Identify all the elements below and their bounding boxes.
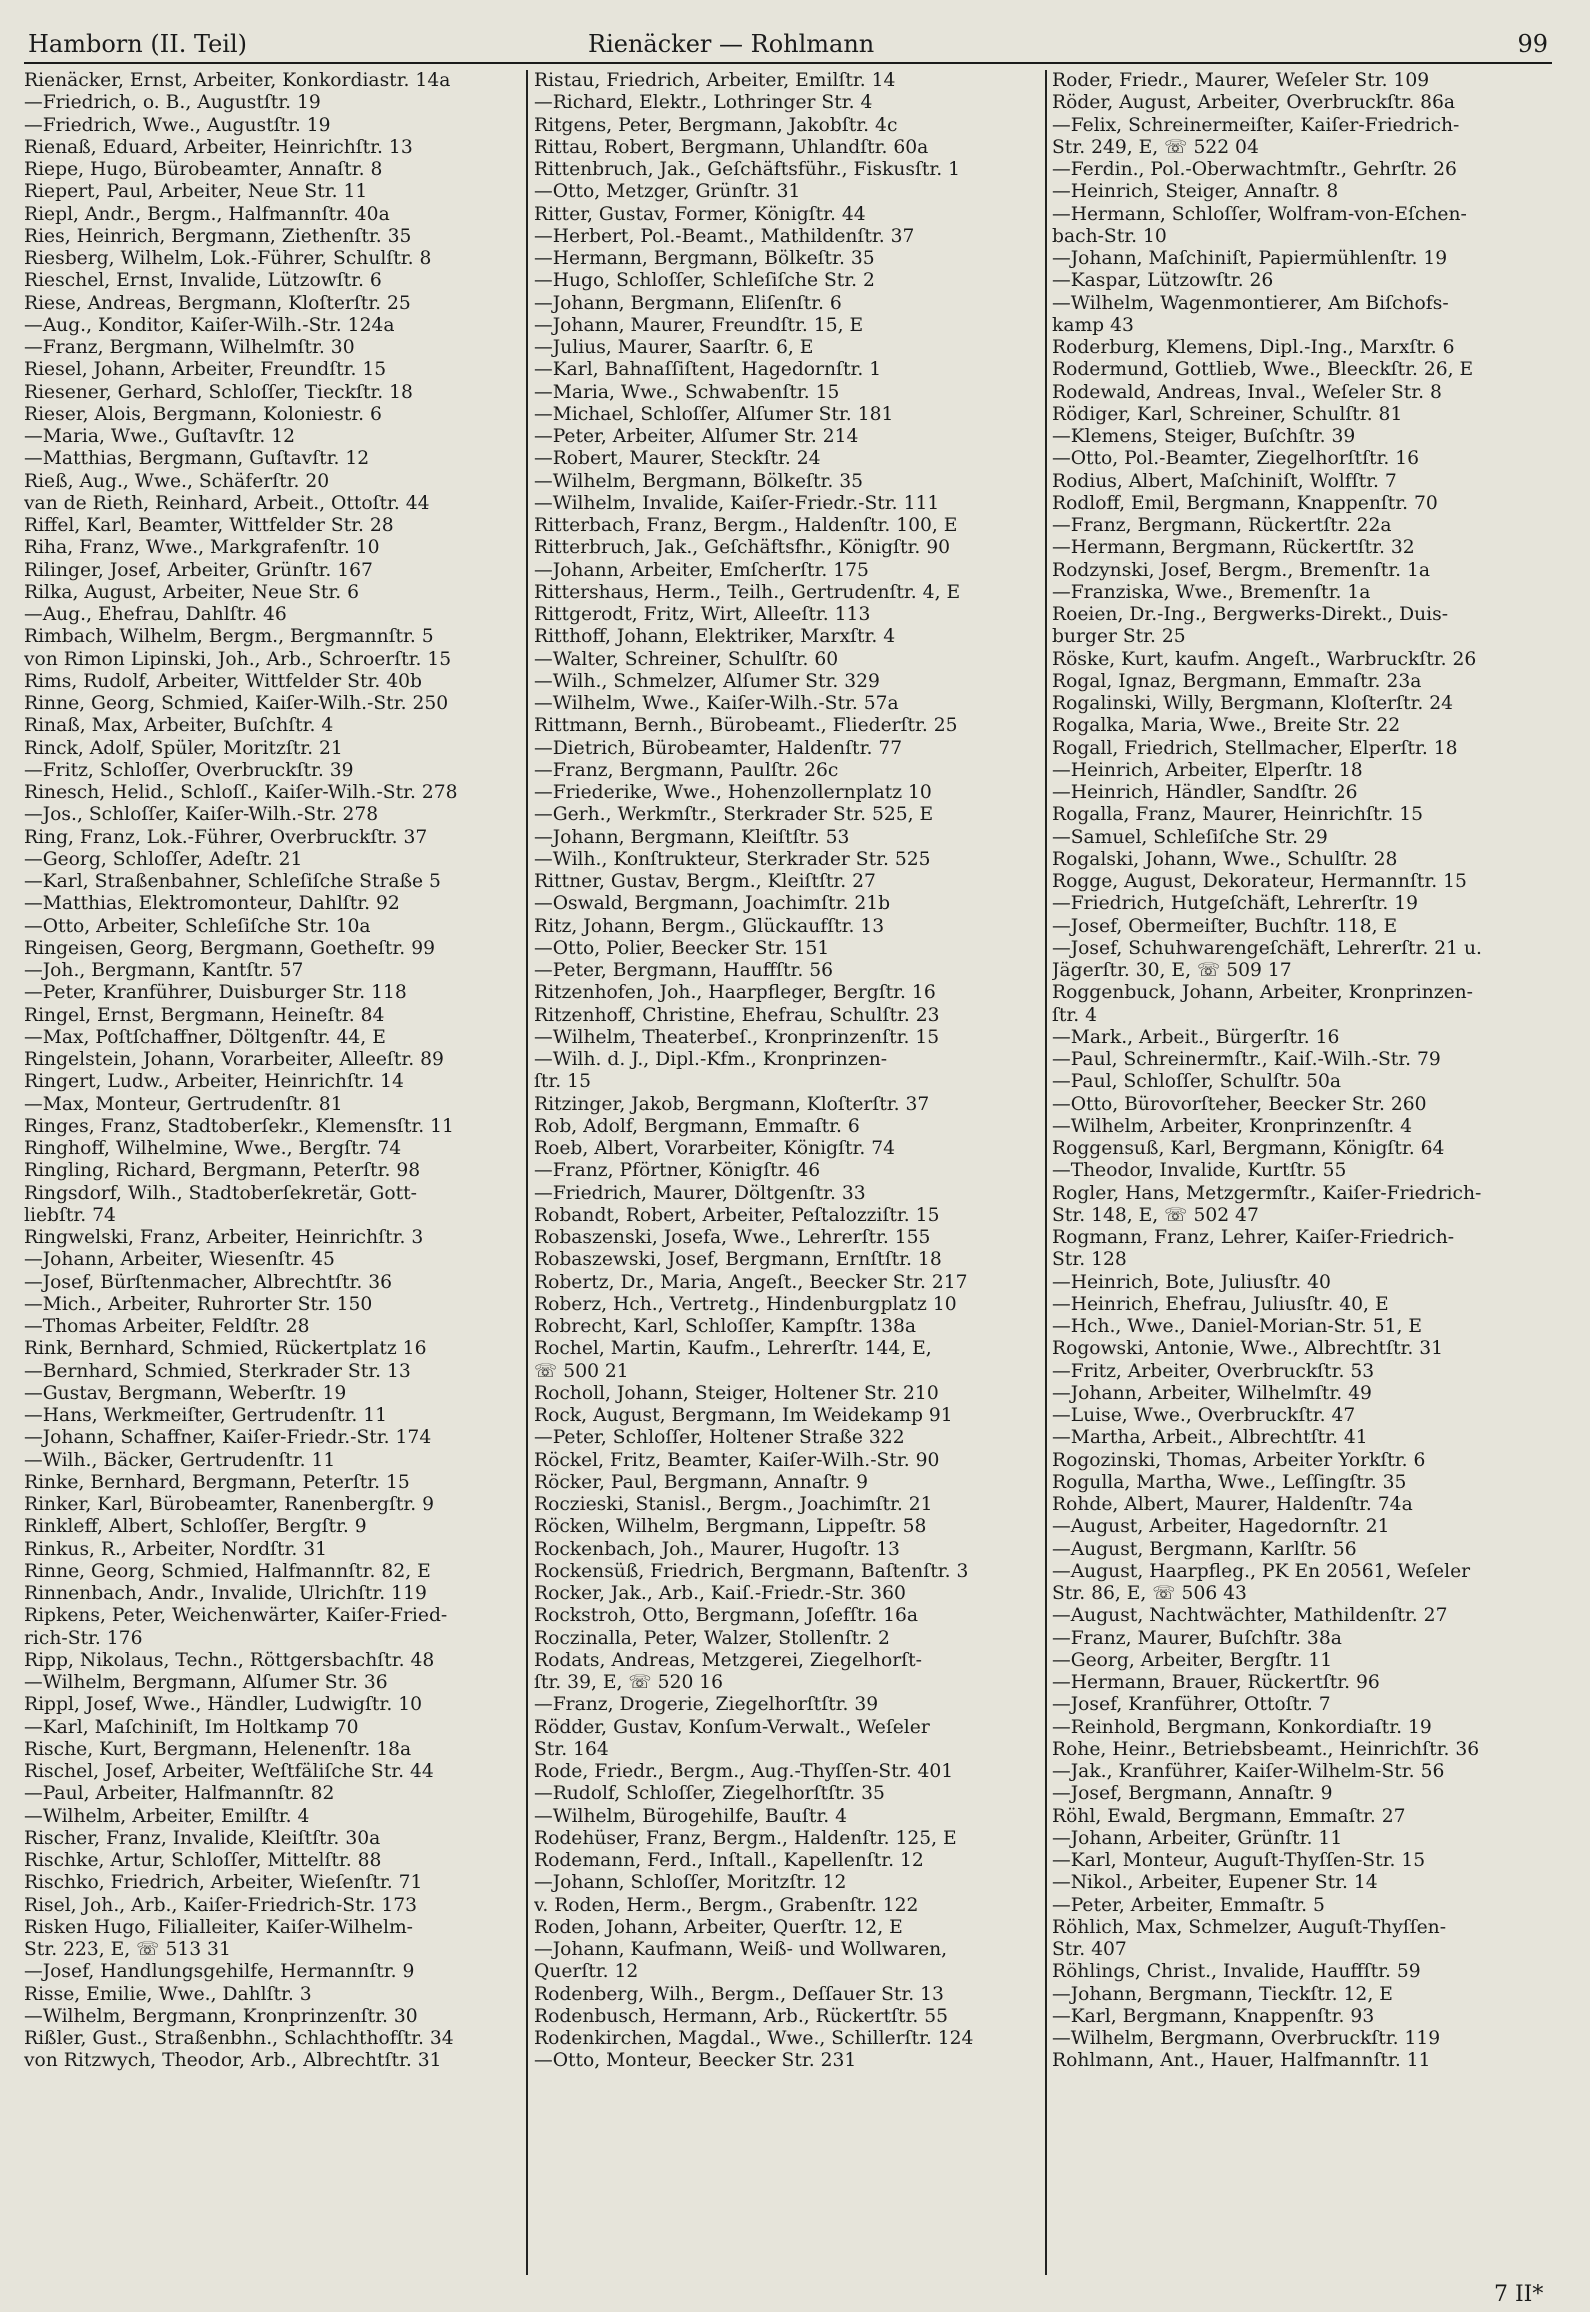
directory-entry: Rims, Rudolf, Arbeiter, Wittfelder Str. 40b: [24, 670, 422, 692]
directory-entry: Roberz, Hch., Vertretg., Hindenburgplatz 10: [534, 1293, 957, 1315]
directory-entry: von Rimon Lipinski, Joh., Arb., Schroerſtr. 15: [24, 648, 452, 670]
directory-entry: —Fritz, Arbeiter, Overbruckſtr. 53: [1052, 1360, 1375, 1382]
directory-entry: Rödder, Gustav, Konſum-Verwalt., Weſeler: [534, 1716, 930, 1738]
directory-entry: Ringes, Franz, Stadtoberſekr., Klemensſtr. 11: [24, 1115, 454, 1137]
directory-entry: Rienaß, Eduard, Arbeiter, Heinrichſtr. 13: [24, 136, 413, 158]
directory-entry: —Hermann, Schloſſer, Wolfram-von-Eſchen-: [1052, 203, 1467, 225]
directory-entry: Riffel, Karl, Beamter, Wittfelder Str. 28: [24, 515, 394, 536]
directory-entry: —Franz, Bergmann, Rückertſtr. 22a: [1052, 515, 1392, 536]
directory-entry: —Robert, Maurer, Steckſtr. 24: [534, 448, 821, 470]
directory-entry: Roden, Johann, Arbeiter, Querſtr. 12, E: [534, 1916, 903, 1938]
directory-entry: Riesberg, Wilhelm, Lok.-Führer, Schulſtr. 8: [24, 248, 432, 269]
directory-entry: Str. 223, E, ☏ 513 31: [24, 1939, 231, 1960]
directory-entry: Röckel, Fritz, Beamter, Kaiſer-Wilh.-Str. 90: [534, 1449, 940, 1471]
directory-entry: Risel, Joh., Arb., Kaiſer-Friedrich-Str. 173: [24, 1894, 418, 1916]
directory-entry: —Theodor, Invalide, Kurtſtr. 55: [1052, 1160, 1347, 1182]
directory-entry: von Ritzwych, Theodor, Arb., Albrechtſtr. 31: [24, 2050, 442, 2072]
directory-entry: Rogall, Friedrich, Stellmacher, Elperſtr. 18: [1052, 737, 1458, 759]
directory-entry: —Wilh. d. J., Dipl.-Kfm., Kronprinzen-: [534, 1049, 888, 1070]
directory-entry: Rockensüß, Friedrich, Bergmann, Baſtenſtr. 3: [534, 1560, 969, 1582]
directory-entry: Rieß, Aug., Wwe., Schäferſtr. 20: [24, 470, 330, 492]
directory-entry: —Mark., Arbeit., Bürgerſtr. 16: [1052, 1026, 1340, 1048]
directory-entry: Roggensuß, Karl, Bergmann, Königſtr. 64: [1052, 1138, 1445, 1159]
directory-entry: Rinesch, Helid., Schloſſ., Kaiſer-Wilh.-Str. 278: [24, 782, 458, 803]
directory-entry: Robrecht, Karl, Schloſſer, Kampſtr. 138a: [534, 1316, 917, 1337]
directory-entry: —Reinhold, Bergmann, Konkordiaſtr. 19: [1052, 1716, 1432, 1738]
column-3: [1052, 70, 1552, 2270]
directory-entry: —Hans, Werkmeiſter, Gertrudenſtr. 11: [24, 1405, 388, 1426]
directory-entry: —August, Nachtwächter, Mathildenſtr. 27: [1052, 1605, 1448, 1627]
directory-entry: —Otto, Metzger, Grünſtr. 31: [534, 181, 801, 203]
directory-entry: —Wilhelm, Arbeiter, Emilſtr. 4: [24, 1805, 310, 1827]
directory-entry: —Wilhelm, Invalide, Kaiſer-Friedr.-Str. 111: [534, 492, 940, 514]
directory-entry: —Heinrich, Arbeiter, Elperſtr. 18: [1052, 759, 1363, 781]
directory-entry: —Maria, Wwe., Guſtavſtr. 12: [24, 426, 296, 447]
directory-entry: Ringelstein, Johann, Vorarbeiter, Alleeſtr. 89: [24, 1049, 444, 1070]
directory-entry: —Samuel, Schleſiſche Str. 29: [1052, 826, 1328, 848]
directory-entry: Rogalla, Franz, Maurer, Heinrichſtr. 15: [1052, 804, 1424, 826]
directory-entry: Rogge, August, Dekorateur, Hermannſtr. 15: [1052, 871, 1467, 892]
directory-entry: —Peter, Bergmann, Hauffſtr. 56: [534, 960, 834, 981]
directory-entry: Rieschel, Ernst, Invalide, Lützowſtr. 6: [24, 270, 382, 292]
directory-entry: Rob, Adolf, Bergmann, Emmaſtr. 6: [534, 1115, 860, 1137]
page-header: [28, 30, 1548, 64]
directory-entry: —Josef, Handlungsgehilfe, Hermannſtr. 9: [24, 1961, 415, 1983]
directory-entry: Rocholl, Johann, Steiger, Holtener Str. 210: [534, 1382, 939, 1404]
directory-entry: Ritterbruch, Jak., Geſchäftsfhr., Königſtr. 90: [534, 537, 951, 559]
directory-entry: Rischke, Artur, Schloſſer, Mittelſtr. 88: [24, 1850, 382, 1871]
directory-entry: —Michael, Schloſſer, Alſumer Str. 181: [534, 403, 894, 425]
directory-entry: Roderburg, Klemens, Dipl.-Ing., Marxſtr. 6: [1052, 337, 1455, 358]
header-location: Hamborn (II. Teil): [28, 30, 248, 58]
directory-entry: —Friedrich, o. B., Augustſtr. 19: [24, 92, 321, 114]
directory-entry: Robaszewski, Josef, Bergmann, Ernſtſtr. 18: [534, 1249, 942, 1271]
directory-entry: —Max, Monteur, Gertrudenſtr. 81: [24, 1093, 343, 1115]
directory-entry: —Johann, Bergmann, Tieckſtr. 12, E: [1052, 1983, 1393, 2005]
directory-entry: Rodenkirchen, Magdal., Wwe., Schillerſtr. 124: [534, 2028, 974, 2049]
directory-entry: Ringling, Richard, Bergmann, Peterſtr. 98: [24, 1160, 421, 1182]
directory-entry: —Franz, Pförtner, Königſtr. 46: [534, 1160, 821, 1182]
directory-entry: Riepert, Paul, Arbeiter, Neue Str. 11: [24, 181, 368, 203]
directory-entry: Rittner, Gustav, Bergm., Kleiſtſtr. 27: [534, 871, 876, 892]
column-divider: [526, 70, 528, 2275]
directory-entry: Rinaß, Max, Arbeiter, Buſchſtr. 4: [24, 715, 334, 737]
directory-entry: —Josef, Schuhwarengeſchäft, Lehrerſtr. 21 u.: [1052, 937, 1482, 959]
directory-entry: —Oswald, Bergmann, Joachimſtr. 21b: [534, 893, 891, 915]
directory-entry: Röcker, Paul, Bergmann, Annaſtr. 9: [534, 1471, 868, 1493]
directory-entry: Rodenberg, Wilh., Bergm., Deſſauer Str. 13: [534, 1983, 944, 2005]
directory-entry: —Thomas Arbeiter, Feldſtr. 28: [24, 1316, 310, 1337]
directory-entry: Robandt, Robert, Arbeiter, Peſtalozziſtr. 15: [534, 1204, 940, 1226]
directory-entry: —Martha, Arbeit., Albrechtſtr. 41: [1052, 1427, 1368, 1449]
directory-entry: Rinkleff, Albert, Schloſſer, Bergſtr. 9: [24, 1516, 367, 1538]
directory-entry: Rischer, Franz, Invalide, Kleiſtſtr. 30a: [24, 1827, 381, 1849]
directory-entry: —Nikol., Arbeiter, Eupener Str. 14: [1052, 1872, 1378, 1894]
directory-entry: —Karl, Monteur, Auguſt-Thyſſen-Str. 15: [1052, 1850, 1426, 1871]
directory-entry: Riesener, Gerhard, Schloſſer, Tieckſtr. 18: [24, 381, 413, 403]
page-number: 99: [1517, 30, 1548, 58]
directory-entry: Rohde, Albert, Maurer, Haldenſtr. 74a: [1052, 1494, 1413, 1515]
directory-entry: Rittmann, Bernh., Bürobeamt., Fliederſtr. 25: [534, 715, 958, 737]
directory-entry: Rodloff, Emil, Bergmann, Knappenſtr. 70: [1052, 492, 1438, 514]
directory-entry: Ritgens, Peter, Bergmann, Jakobſtr. 4c: [534, 114, 898, 136]
directory-entry: Rodewald, Andreas, Inval., Weſeler Str. 8: [1052, 381, 1442, 403]
directory-entry: Rinne, Georg, Schmied, Halfmannſtr. 82, E: [24, 1560, 431, 1582]
directory-entry: —Hermann, Brauer, Rückertſtr. 96: [1052, 1672, 1380, 1693]
directory-entry: —Wilhelm, Arbeiter, Kronprinzenſtr. 4: [1052, 1115, 1413, 1137]
directory-entry: —Maria, Wwe., Schwabenſtr. 15: [534, 381, 840, 403]
directory-entry: Risse, Emilie, Wwe., Dahlſtr. 3: [24, 1983, 312, 2005]
directory-entry: —Franz, Maurer, Buſchſtr. 38a: [1052, 1627, 1342, 1649]
directory-entry: Ritthoff, Johann, Elektriker, Marxſtr. 4: [534, 626, 896, 648]
directory-entry: —August, Haarpfleg., PK En 20561, Weſeler: [1052, 1560, 1471, 1582]
directory-entry: —Paul, Schloſſer, Schulſtr. 50a: [1052, 1071, 1342, 1093]
directory-entry: Rilka, August, Arbeiter, Neue Str. 6: [24, 581, 360, 603]
directory-entry: Rogowski, Antonie, Wwe., Albrechtſtr. 31: [1052, 1338, 1444, 1360]
directory-entry: —Karl, Bahnaſſiſtent, Hagedornſtr. 1: [534, 359, 882, 381]
directory-entry: —Johann, Arbeiter, Grünſtr. 11: [1052, 1827, 1343, 1849]
directory-entry: —Paul, Arbeiter, Halfmannſtr. 82: [24, 1783, 335, 1805]
directory-entry: —Gustav, Bergmann, Weberſtr. 19: [24, 1382, 347, 1404]
column-2: [534, 70, 1040, 2270]
directory-entry: —Wilh., Konſtrukteur, Sterkrader Str. 525: [534, 848, 931, 870]
directory-entry: Riepe, Hugo, Bürobeamter, Annaſtr. 8: [24, 159, 383, 180]
directory-entry: —Julius, Maurer, Saarſtr. 6, E: [534, 337, 814, 358]
directory-entry: Rohlmann, Ant., Hauer, Halfmannſtr. 11: [1052, 2050, 1431, 2072]
directory-entry: Ringeisen, Georg, Bergmann, Goetheſtr. 99: [24, 937, 435, 959]
directory-entry: Ristau, Friedrich, Arbeiter, Emilſtr. 14: [534, 70, 896, 91]
directory-entry: Rogler, Hans, Metzgermſtr., Kaiſer-Friedrich-: [1052, 1182, 1482, 1204]
directory-entry: —Wilhelm, Bergmann, Alſumer Str. 36: [24, 1672, 388, 1693]
directory-entry: —Otto, Polier, Beecker Str. 151: [534, 937, 830, 959]
directory-entry: Rode, Friedr., Bergm., Aug.-Thyſſen-Str. 401: [534, 1761, 954, 1782]
directory-entry: Rogalka, Maria, Wwe., Breite Str. 22: [1052, 715, 1401, 737]
directory-entry: —Herbert, Pol.-Beamt., Mathildenſtr. 37: [534, 225, 915, 247]
directory-entry: —August, Arbeiter, Hagedornſtr. 21: [1052, 1516, 1390, 1538]
directory-entry: —Paul, Schreinermſtr., Kaiſ.-Wilh.-Str. 79: [1052, 1049, 1441, 1070]
directory-entry: ſtr. 15: [534, 1071, 591, 1093]
directory-entry: —Joh., Bergmann, Kantſtr. 57: [24, 960, 304, 981]
directory-entry: Rinkus, R., Arbeiter, Nordſtr. 31: [24, 1538, 328, 1560]
directory-entry: Rittau, Robert, Bergmann, Uhlandſtr. 60a: [534, 136, 929, 158]
directory-entry: Rittgerodt, Fritz, Wirt, Alleeſtr. 113: [534, 604, 871, 625]
directory-entry: Rogulla, Martha, Wwe., Leſſingſtr. 35: [1052, 1471, 1407, 1493]
directory-entry: —Rudolf, Schloſſer, Ziegelhorſtſtr. 35: [534, 1783, 885, 1805]
directory-entry: —Heinrich, Bote, Juliusſtr. 40: [1052, 1271, 1331, 1293]
directory-entry: —Georg, Schloſſer, Adeſtr. 21: [24, 848, 303, 870]
directory-entry: Rilinger, Josef, Arbeiter, Grünſtr. 167: [24, 559, 373, 581]
directory-entry: Riese, Andreas, Bergmann, Kloſterſtr. 25: [24, 292, 411, 314]
directory-entry: v. Roden, Herm., Bergm., Grabenſtr. 122: [534, 1894, 919, 1916]
directory-entry: —Johann, Arbeiter, Wilhelmſtr. 49: [1052, 1382, 1372, 1404]
directory-entry: —Peter, Arbeiter, Emmaſtr. 5: [1052, 1894, 1325, 1916]
directory-entry: —Ferdin., Pol.-Oberwachtmſtr., Gehrſtr. 26: [1052, 159, 1457, 180]
directory-entry: —Wilhelm, Bergmann, Kronprinzenſtr. 30: [24, 2005, 418, 2027]
directory-entry: Ringwelski, Franz, Arbeiter, Heinrichſtr. 3: [24, 1227, 424, 1248]
directory-entry: Rienäcker, Ernst, Arbeiter, Konkordiastr. 14a: [24, 70, 451, 91]
directory-entry: Roeb, Albert, Vorarbeiter, Königſtr. 74: [534, 1138, 896, 1159]
directory-entry: —Jak., Kranführer, Kaiſer-Wilhelm-Str. 56: [1052, 1761, 1445, 1782]
directory-entry: —Karl, Straßenbahner, Schleſiſche Straße 5: [24, 871, 441, 892]
directory-entry: —Kaspar, Lützowſtr. 26: [1052, 270, 1274, 292]
directory-entry: Rodermund, Gottlieb, Wwe., Bleeckſtr. 26, E: [1052, 359, 1474, 381]
directory-entry: —Otto, Monteur, Beecker Str. 231: [534, 2050, 857, 2072]
directory-entry: Ringel, Ernst, Bergmann, Heineſtr. 84: [24, 1004, 385, 1026]
directory-entry: Riesel, Johann, Arbeiter, Freundſtr. 15: [24, 359, 387, 381]
directory-entry: Rodzynski, Josef, Bergm., Bremenſtr. 1a: [1052, 559, 1431, 581]
directory-entry: Rimbach, Wilhelm, Bergm., Bergmannſtr. 5: [24, 626, 434, 648]
directory-entry: —Johann, Bergmann, Eliſenſtr. 6: [534, 292, 842, 314]
directory-entry: —Peter, Kranführer, Duisburger Str. 118: [24, 982, 407, 1004]
column-divider: [1045, 70, 1047, 2275]
directory-entry: —Peter, Schloſſer, Holtener Straße 322: [534, 1427, 905, 1449]
directory-entry: Rodius, Albert, Maſchiniſt, Wolfſtr. 7: [1052, 470, 1397, 492]
directory-entry: —Otto, Pol.-Beamter, Ziegelhorſtſtr. 16: [1052, 448, 1420, 470]
directory-entry: Rodehüser, Franz, Bergm., Haldenſtr. 125, E: [534, 1827, 957, 1849]
directory-entry: —Karl, Maſchiniſt, Im Holtkamp 70: [24, 1716, 359, 1738]
directory-entry: Rinne, Georg, Schmied, Kaiſer-Wilh.-Str. 250: [24, 693, 449, 714]
directory-entry: Ringert, Ludw., Arbeiter, Heinrichſtr. 14: [24, 1071, 404, 1093]
directory-entry: Robaszenski, Josefa, Wwe., Lehrerſtr. 155: [534, 1227, 931, 1248]
directory-entry: —Johann, Bergmann, Kleiſtſtr. 53: [534, 826, 850, 848]
directory-entry: —Wilh., Schmelzer, Alſumer Str. 329: [534, 670, 880, 692]
directory-entry: Querſtr. 12: [534, 1961, 639, 1983]
directory-entry: bach-Str. 10: [1052, 225, 1167, 247]
directory-entry: Rocker, Jak., Arb., Kaiſ.-Friedr.-Str. 360: [534, 1583, 906, 1604]
directory-entry: Rodats, Andreas, Metzgerei, Ziegelhorſt-: [534, 1649, 922, 1671]
directory-entry: —Wilhelm, Bergmann, Bölkeſtr. 35: [534, 470, 864, 492]
directory-entry: —Josef, Bürſtenmacher, Albrechtſtr. 36: [24, 1271, 393, 1293]
directory-entry: —Jos., Schloſſer, Kaiſer-Wilh.-Str. 278: [24, 804, 379, 826]
directory-entry: Rockstroh, Otto, Bergmann, Joſefſtr. 16a: [534, 1605, 919, 1627]
directory-entry: Röske, Kurt, kaufm. Angeſt., Warbruckſtr. 26: [1052, 648, 1477, 670]
directory-entry: —Heinrich, Ehefrau, Juliusſtr. 40, E: [1052, 1293, 1389, 1315]
directory-entry: Roczinalla, Peter, Walzer, Stollenſtr. 2: [534, 1627, 890, 1649]
directory-entry: Rinke, Bernhard, Bergmann, Peterſtr. 15: [24, 1471, 410, 1493]
directory-entry: Rockenbach, Joh., Maurer, Hugoſtr. 13: [534, 1538, 900, 1560]
directory-entry: Rogalinski, Willy, Bergmann, Kloſterſtr. 24: [1052, 693, 1454, 714]
directory-entry: —Hermann, Bergmann, Rückertſtr. 32: [1052, 537, 1415, 559]
directory-entry: liebſtr. 74: [24, 1204, 116, 1226]
directory-entry: —Wilhelm, Bergmann, Overbruckſtr. 119: [1052, 2028, 1441, 2049]
directory-entry: —Dietrich, Bürobeamter, Haldenſtr. 77: [534, 737, 903, 759]
directory-entry: kamp 43: [1052, 314, 1134, 336]
directory-entry: Rogozinski, Thomas, Arbeiter Yorkſtr. 6: [1052, 1449, 1426, 1471]
directory-entry: —Aug., Konditor, Kaiſer-Wilh.-Str. 124a: [24, 314, 395, 336]
directory-entry: —Wilh., Bäcker, Gertrudenſtr. 11: [24, 1449, 336, 1471]
directory-entry: —Friedrich, Maurer, Döltgenſtr. 33: [534, 1182, 866, 1204]
directory-entry: rich-Str. 176: [24, 1627, 143, 1649]
directory-entry: Str. 86, E, ☏ 506 43: [1052, 1583, 1247, 1604]
directory-entry: —Hugo, Schloſſer, Schleſiſche Str. 2: [534, 270, 875, 292]
directory-entry: van de Rieth, Reinhard, Arbeit., Ottoſtr. 44: [24, 492, 430, 514]
directory-entry: —Gerh., Werkmſtr., Sterkrader Str. 525, E: [534, 804, 934, 826]
directory-entry: —Franz, Drogerie, Ziegelhorſtſtr. 39: [534, 1694, 879, 1716]
directory-entry: ſtr. 4: [1052, 1004, 1098, 1026]
directory-entry: Roczieski, Stanisl., Bergm., Joachimſtr. 21: [534, 1494, 933, 1515]
directory-entry: Ringhoff, Wilhelmine, Wwe., Bergſtr. 74: [24, 1138, 402, 1159]
directory-entry: Rißler, Gust., Straßenbhn., Schlachthofſtr. 34: [24, 2028, 454, 2049]
directory-entry: Robertz, Dr., Maria, Angeſt., Beecker Str. 217: [534, 1271, 968, 1293]
directory-entry: —Max, Poſtſchaffner, Döltgenſtr. 44, E: [24, 1026, 386, 1048]
directory-entry: —Otto, Arbeiter, Schleſiſche Str. 10a: [24, 915, 371, 937]
directory-entry: Rink, Bernhard, Schmied, Rückertplatz 16: [24, 1338, 427, 1360]
directory-entry: —Johann, Arbeiter, Wiesenſtr. 45: [24, 1249, 335, 1271]
directory-entry: Ritterbach, Franz, Bergm., Haldenſtr. 100, E: [534, 515, 958, 536]
directory-entry: —Peter, Arbeiter, Alſumer Str. 214: [534, 426, 859, 447]
directory-entry: —Felix, Schreinermeiſter, Kaiſer-Friedrich-: [1052, 114, 1460, 136]
directory-entry: —Hermann, Bergmann, Bölkeſtr. 35: [534, 248, 875, 269]
directory-entry: Rieser, Alois, Bergmann, Koloniestr. 6: [24, 403, 382, 425]
header-rule: [24, 62, 1552, 64]
directory-entry: Ritz, Johann, Bergm., Glückaufſtr. 13: [534, 915, 885, 937]
directory-entry: Rittershaus, Herm., Teilh., Gertrudenſtr. 4, E: [534, 581, 961, 603]
directory-entry: Str. 164: [534, 1738, 609, 1760]
directory-entry: —Josef, Obermeiſter, Buchſtr. 118, E: [1052, 915, 1398, 937]
directory-entry: Str. 128: [1052, 1249, 1127, 1271]
directory-entry: Röhlich, Max, Schmelzer, Auguſt-Thyſſen-: [1052, 1916, 1447, 1938]
directory-entry: —Franz, Bergmann, Wilhelmſtr. 30: [24, 337, 355, 358]
directory-entry: —Heinrich, Steiger, Annaſtr. 8: [1052, 181, 1339, 203]
directory-entry: Rischko, Friedrich, Arbeiter, Wieſenſtr. 71: [24, 1872, 423, 1894]
directory-entry: Rogal, Ignaz, Bergmann, Emmaſtr. 23a: [1052, 670, 1422, 692]
directory-entry: Riha, Franz, Wwe., Markgrafenſtr. 10: [24, 537, 380, 559]
directory-entry: Riepl, Andr., Bergm., Halfmannſtr. 40a: [24, 203, 390, 225]
directory-entry: Rische, Kurt, Bergmann, Helenenſtr. 18a: [24, 1738, 412, 1760]
directory-entry: Ries, Heinrich, Bergmann, Ziethenſtr. 35: [24, 225, 412, 247]
directory-entry: —Bernhard, Schmied, Sterkrader Str. 13: [24, 1360, 411, 1382]
directory-entry: —Wilhelm, Wwe., Kaiſer-Wilh.-Str. 57a: [534, 693, 899, 714]
directory-entry: Str. 249, E, ☏ 522 04: [1052, 136, 1259, 158]
directory-entry: Str. 407: [1052, 1939, 1127, 1960]
directory-entry: —Friederike, Wwe., Hohenzollernplatz 10: [534, 782, 932, 803]
directory-entry: Rogalski, Johann, Wwe., Schulſtr. 28: [1052, 848, 1398, 870]
directory-entry: Rödiger, Karl, Schreiner, Schulſtr. 81: [1052, 403, 1403, 425]
directory-entry: —Josef, Bergmann, Annaſtr. 9: [1052, 1783, 1333, 1805]
directory-entry: Ritzinger, Jakob, Bergmann, Kloſterſtr. 37: [534, 1093, 930, 1115]
directory-entry: Ripkens, Peter, Weichenwärter, Kaiſer-Fried-: [24, 1605, 448, 1627]
signature-mark: 7 II*: [1494, 2282, 1544, 2307]
directory-entry: —Franz, Bergmann, Paulſtr. 26c: [534, 759, 839, 781]
directory-entry: Rinker, Karl, Bürobeamter, Ranenbergſtr. 9: [24, 1494, 435, 1515]
directory-entry: —Walter, Schreiner, Schulſtr. 60: [534, 648, 839, 670]
directory-entry: —Heinrich, Händler, Sandſtr. 26: [1052, 782, 1358, 803]
directory-entry: Röcken, Wilhelm, Bergmann, Lippeſtr. 58: [534, 1516, 927, 1538]
directory-entry: Rodemann, Ferd., Inſtall., Kapellenſtr. 12: [534, 1850, 924, 1871]
directory-entry: Rodenbusch, Hermann, Arb., Rückertſtr. 55: [534, 2005, 949, 2027]
directory-entry: —Johann, Kaufmann, Weiß- und Wollwaren,: [534, 1939, 948, 1960]
column-1: [24, 70, 522, 2270]
directory-entry: Rohe, Heinr., Betriebsbeamt., Heinrichſtr. 36: [1052, 1738, 1480, 1760]
directory-entry: —Georg, Arbeiter, Bergſtr. 11: [1052, 1649, 1333, 1671]
directory-entry: Rogmann, Franz, Lehrer, Kaiſer-Friedrich-: [1052, 1227, 1455, 1248]
directory-entry: —Franziska, Wwe., Bremenſtr. 1a: [1052, 581, 1371, 603]
directory-entry: Ritzenhofen, Joh., Haarpfleger, Bergſtr. 16: [534, 982, 936, 1004]
header-range: Rienäcker — Rohlmann: [588, 30, 875, 58]
directory-entry: —Johann, Schaffner, Kaiſer-Friedr.-Str. 174: [24, 1427, 432, 1449]
directory-entry: Rischel, Josef, Arbeiter, Weſtfäliſche Str. 44: [24, 1761, 434, 1782]
directory-entry: ſtr. 39, E, ☏ 520 16: [534, 1672, 724, 1693]
directory-entry: Röder, August, Arbeiter, Overbruckſtr. 86a: [1052, 92, 1456, 114]
directory-entry: Ringsdorf, Wilh., Stadtoberſekretär, Gott-: [24, 1182, 417, 1204]
directory-entry: Rock, August, Bergmann, Im Weidekamp 91: [534, 1405, 953, 1426]
directory-entry: Röhl, Ewald, Bergmann, Emmaſtr. 27: [1052, 1805, 1406, 1827]
directory-entry: Roeien, Dr.-Ing., Bergwerks-Direkt., Duis-: [1052, 604, 1449, 625]
directory-entry: Ritter, Gustav, Former, Königſtr. 44: [534, 203, 866, 225]
directory-entry: —Mich., Arbeiter, Ruhrorter Str. 150: [24, 1293, 373, 1315]
directory-entry: —Otto, Bürovorſteher, Beecker Str. 260: [1052, 1093, 1427, 1115]
directory-entry: Jägerſtr. 30, E, ☏ 509 17: [1052, 960, 1292, 981]
directory-entry: —Friedrich, Wwe., Augustſtr. 19: [24, 114, 331, 136]
directory-entry: Rippl, Josef, Wwe., Händler, Ludwigſtr. 10: [24, 1694, 422, 1716]
directory-entry: —Johann, Arbeiter, Emſcherſtr. 175: [534, 559, 869, 581]
directory-entry: Rittenbruch, Jak., Geſchäftsführ., Fiskusſtr. 1: [534, 159, 961, 180]
directory-entry: Ring, Franz, Lok.-Führer, Overbruckſtr. 37: [24, 826, 428, 848]
directory-entry: —Luise, Wwe., Overbruckſtr. 47: [1052, 1405, 1356, 1426]
directory-entry: —Friedrich, Hutgeſchäft, Lehrerſtr. 19: [1052, 893, 1419, 915]
directory-entry: Roggenbuck, Johann, Arbeiter, Kronprinzen-: [1052, 982, 1473, 1004]
directory-entry: —Johann, Schloſſer, Moritzſtr. 12: [534, 1872, 847, 1894]
directory-entry: Röhlings, Christ., Invalide, Hauffſtr. 59: [1052, 1961, 1421, 1983]
directory-entry: Risken Hugo, Filialleiter, Kaiſer-Wilhelm-: [24, 1916, 413, 1938]
directory-entry: Roder, Friedr., Maurer, Weſeler Str. 109: [1052, 70, 1430, 91]
directory-entry: Rinck, Adolf, Spüler, Moritzſtr. 21: [24, 737, 343, 759]
directory-entry: —Josef, Kranführer, Ottoſtr. 7: [1052, 1694, 1331, 1716]
directory-entry: —Matthias, Elektromonteur, Dahlſtr. 92: [24, 893, 400, 915]
directory-entry: —Karl, Bergmann, Knappenſtr. 93: [1052, 2005, 1375, 2027]
directory-entry: —Wilhelm, Theaterbeſ., Kronprinzenſtr. 15: [534, 1026, 940, 1048]
directory-entry: burger Str. 25: [1052, 626, 1186, 648]
directory-entry: —Matthias, Bergmann, Guſtavſtr. 12: [24, 448, 370, 470]
directory-entry: ☏ 500 21: [534, 1360, 629, 1382]
directory-entry: Rinnenbach, Andr., Invalide, Ulrichſtr. 119: [24, 1583, 427, 1604]
directory-entry: —Johann, Maſchiniſt, Papiermühlenſtr. 19: [1052, 248, 1448, 269]
directory-entry: —Aug., Ehefrau, Dahlſtr. 46: [24, 604, 287, 625]
directory-entry: —Wilhelm, Bürogehilfe, Bauſtr. 4: [534, 1805, 847, 1827]
directory-entry: Ripp, Nikolaus, Techn., Röttgersbachſtr. 48: [24, 1649, 435, 1671]
directory-entry: —Richard, Elektr., Lothringer Str. 4: [534, 92, 873, 114]
directory-entry: —Hch., Wwe., Daniel-Morian-Str. 51, E: [1052, 1316, 1423, 1337]
directory-entry: Rochel, Martin, Kaufm., Lehrerſtr. 144, E,: [534, 1338, 932, 1360]
directory-entry: —Klemens, Steiger, Buſchſtr. 39: [1052, 426, 1356, 447]
directory-entry: —Johann, Maurer, Freundſtr. 15, E: [534, 314, 864, 336]
directory-entry: —Fritz, Schloſſer, Overbruckſtr. 39: [24, 759, 354, 781]
directory-entry: —Wilhelm, Wagenmontierer, Am Biſchofs-: [1052, 292, 1449, 314]
directory-entry: Ritzenhoff, Christine, Ehefrau, Schulſtr. 23: [534, 1004, 940, 1026]
directory-entry: —August, Bergmann, Karlſtr. 56: [1052, 1538, 1357, 1560]
directory-entry: Str. 148, E, ☏ 502 47: [1052, 1204, 1259, 1226]
